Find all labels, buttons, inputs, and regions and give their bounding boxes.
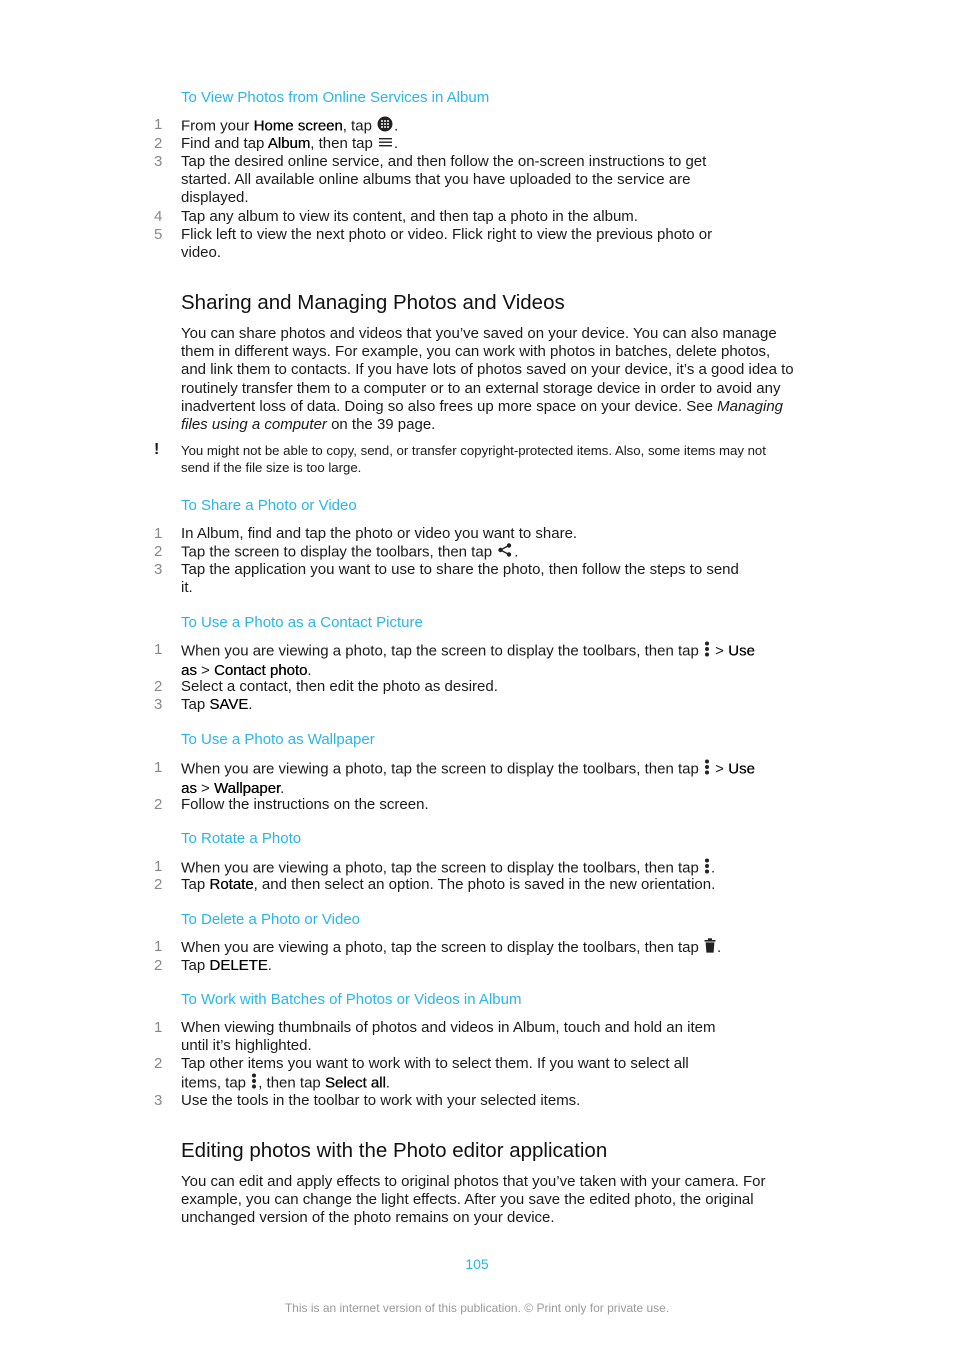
step-text: Tap the desired online service, and then follow the on-screen instructions to get started. All available online albums that you have uploaded to the service are displayed. <box>181 153 707 207</box>
step-text: When you are viewing a photo, tap the screen to display the toolbars, then tap > Use as > Contact photo. <box>181 642 755 680</box>
procedure-title-batches: To Work with Batches of Photos or Videos in Album <box>181 991 522 1008</box>
step-number: 1 <box>154 938 163 955</box>
ui-term: Contact photo <box>213 662 308 680</box>
note-text: You might not be able to copy, send, or transfer copyright-protected items. Also, some items may not send if the file size is too large. <box>181 443 766 475</box>
step-text: When you are viewing a photo, tap the screen to display the toolbars, then tap > Use as > Wallpaper. <box>181 760 755 798</box>
step-text: Select a contact, then edit the photo as desired. <box>181 678 498 695</box>
step-number: 2 <box>154 876 163 893</box>
step-text: Tap SAVE. <box>181 696 253 713</box>
cross-reference-link[interactable]: Managing files using a computer <box>181 397 784 434</box>
step-text: When you are viewing a photo, tap the screen to display the toolbars, then tap . <box>181 938 801 958</box>
ui-term: SAVE <box>209 696 249 713</box>
step-text: When you are viewing a photo, tap the screen to display the toolbars, then tap . <box>181 858 801 879</box>
procedure-title-delete: To Delete a Photo or Video <box>181 911 361 928</box>
step-text: In Album, find and tap the photo or video you want to share. <box>181 525 578 542</box>
ui-term: Album <box>267 135 311 153</box>
step-number: 3 <box>154 153 163 170</box>
step-number: 3 <box>154 561 163 578</box>
step-number: 1 <box>154 641 163 658</box>
share-icon <box>497 543 513 562</box>
more-vertical-icon <box>704 759 710 780</box>
step-number: 1 <box>154 858 163 875</box>
warning-icon: ! <box>154 441 160 458</box>
step-text: Tap the screen to display the toolbars, then tap . <box>181 543 519 561</box>
step-text: From your Home screen, tap . <box>181 116 801 137</box>
step-text: Tap the application you want to use to share the photo, then follow the steps to send it. <box>181 561 739 597</box>
step-text: Tap any album to view its content, and then tap a photo in the album. <box>181 208 638 225</box>
step-number: 2 <box>154 796 163 813</box>
ui-term: Wallpaper <box>213 780 281 798</box>
step-number: 2 <box>154 135 163 152</box>
step-text: Tap Rotate, and then select an option. The photo is saved in the new orientation. <box>181 876 716 893</box>
hamburger-menu-icon <box>378 135 393 153</box>
step-number: 1 <box>154 1019 163 1036</box>
step-number: 2 <box>154 678 163 695</box>
section-paragraph: You can edit and apply effects to original photos that you’ve taken with your camera. For example, you can change the light effects. After you save the edited photo, the original unchanged version of the photo remains on your device. <box>181 1173 766 1227</box>
ui-term: DELETE <box>209 957 268 974</box>
step-text: Tap DELETE. <box>181 957 272 974</box>
step-text: Follow the instructions on the screen. <box>181 796 429 813</box>
section-heading-photo-editor: Editing photos with the Photo editor application <box>181 1139 608 1162</box>
step-number: 5 <box>154 226 163 243</box>
step-text: Find and tap Album, then tap . <box>181 135 399 153</box>
step-number: 3 <box>154 696 163 713</box>
ui-term: Use as <box>181 642 755 680</box>
step-text: When viewing thumbnails of photos and videos in Album, touch and hold an item until it’s highlighted. <box>181 1019 716 1055</box>
step-text: Use the tools in the toolbar to work with your selected items. <box>181 1092 581 1109</box>
section-paragraph: You can share photos and videos that you’ve saved on your device. You can also manage them in different ways. For example, you can work with photos in batches, delete photos, and link them to contacts. If you have lots of photos saved on your device, it’s a good idea to routinely transfer them to a computer or to an external storage device in order to avoid any inadvertent loss of data. Doing so also frees up more space on your device. See Managing files using a computer on the 39 page. <box>181 325 794 434</box>
procedure-title-wallpaper: To Use a Photo as Wallpaper <box>181 731 375 748</box>
ui-term: Select all <box>324 1074 386 1092</box>
footer-note: This is an internet version of this publication. © Print only for private use. <box>284 1301 670 1315</box>
step-number: 2 <box>154 543 163 560</box>
ui-term: Rotate <box>209 876 254 893</box>
ui-term: Home screen <box>253 117 343 135</box>
step-text: Tap other items you want to work with to select them. If you want to select all items, tap , then tap Select all. <box>181 1055 726 1094</box>
procedure-title-share: To Share a Photo or Video <box>181 497 357 514</box>
step-number: 1 <box>154 759 163 776</box>
ui-term: Use as <box>181 760 755 798</box>
step-number: 2 <box>154 1055 163 1072</box>
step-number: 4 <box>154 208 163 225</box>
step-number: 2 <box>154 957 163 974</box>
step-text: Flick left to view the next photo or video. Flick right to view the previous photo or video. <box>181 226 713 262</box>
step-number: 3 <box>154 1092 163 1109</box>
page-number: 105 <box>465 1256 489 1272</box>
section-heading-sharing: Sharing and Managing Photos and Videos <box>181 291 565 314</box>
procedure-title-contact-picture: To Use a Photo as a Contact Picture <box>181 614 423 631</box>
more-vertical-icon <box>704 641 710 662</box>
step-number: 1 <box>154 116 163 133</box>
procedure-title-rotate: To Rotate a Photo <box>181 830 302 847</box>
step-number: 1 <box>154 525 163 542</box>
trash-icon <box>704 938 716 958</box>
procedure-title-view-online-photos: To View Photos from Online Services in Album <box>181 89 490 106</box>
